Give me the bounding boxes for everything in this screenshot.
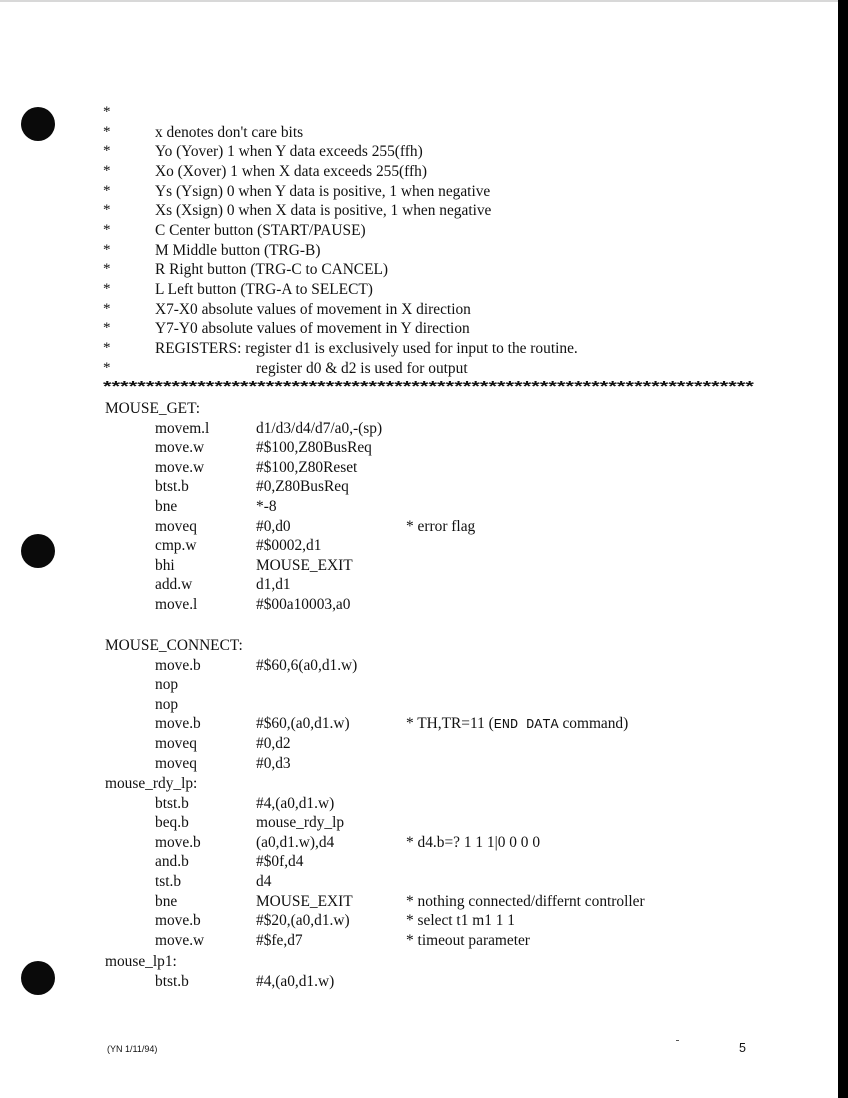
code-opcode: movem.l: [155, 420, 210, 437]
comment-star: *: [103, 261, 111, 277]
comment-part: * TH,TR=11 (: [406, 715, 494, 732]
comment-star: *: [103, 183, 111, 199]
comment-star: *: [103, 242, 111, 258]
punch-hole-middle: [21, 534, 55, 568]
comment-text: L Left button (TRG-A to SELECT): [155, 281, 373, 298]
code-opcode: move.b: [155, 834, 201, 851]
code-operand: #$0002,d1: [256, 537, 322, 554]
comment-text: Y7-Y0 absolute values of movement in Y direction: [155, 320, 470, 337]
comment-part: * timeout parameter: [406, 932, 530, 949]
code-label: MOUSE_GET:: [105, 400, 200, 417]
code-operand: d1/d3/d4/d7/a0,-(sp): [256, 420, 383, 437]
comment-text: Yo (Yover) 1 when Y data exceeds 255(ffh): [155, 143, 423, 160]
code-comment: [406, 911, 515, 930]
comment-text: X7-X0 absolute values of movement in X direction: [155, 301, 471, 318]
comment-star: *: [103, 202, 111, 218]
code-opcode: move.b: [155, 715, 201, 732]
comment-text: Ys (Ysign) 0 when Y data is positive, 1 when negative: [155, 183, 491, 200]
comment-star: *: [103, 281, 111, 297]
code-opcode: moveq: [155, 735, 197, 752]
comment-text: R Right button (TRG-C to CANCEL): [155, 261, 389, 278]
code-opcode: move.w: [155, 459, 205, 476]
code-operand: #$100,Z80Reset: [256, 459, 358, 476]
code-comment: [406, 931, 530, 950]
code-operand: #$fe,d7: [256, 932, 303, 949]
code-operand: #$20,(a0,d1.w): [256, 912, 350, 929]
scan-speck: [676, 1040, 679, 1041]
punch-hole-bottom: [21, 961, 55, 995]
punch-hole-top: [21, 107, 55, 141]
code-operand: #4,(a0,d1.w): [256, 795, 335, 812]
comment-text: Xs (Xsign) 0 when X data is positive, 1 when negative: [155, 202, 492, 219]
code-operand: MOUSE_EXIT: [256, 557, 353, 574]
code-opcode: add.w: [155, 576, 193, 593]
comment-star: *: [103, 143, 111, 159]
comment-text: M Middle button (TRG-B): [155, 242, 321, 259]
comment-star: *: [103, 104, 111, 120]
code-operand: #0,d0: [256, 518, 291, 535]
code-operand: #$0f,d4: [256, 853, 304, 870]
code-comment: [406, 892, 645, 911]
code-opcode: beq.b: [155, 814, 189, 831]
code-operand: #0,d3: [256, 755, 291, 772]
comment-part: command): [558, 715, 629, 732]
comment-part: * d4.b=? 1 1 1|0 0 0 0: [406, 834, 541, 851]
comment-star: *: [103, 360, 111, 376]
code-opcode: bhi: [155, 557, 175, 574]
comment-part: * select t1 m1 1 1: [406, 912, 515, 929]
code-opcode: bne: [155, 498, 178, 515]
code-opcode: btst.b: [155, 795, 189, 812]
comment-star: *: [103, 340, 111, 356]
comment-star: *: [103, 301, 111, 317]
code-operand: #0,d2: [256, 735, 291, 752]
code-label: mouse_lp1:: [105, 953, 177, 970]
comment-part: * nothing connected/differnt controller: [406, 893, 645, 910]
code-operand: mouse_rdy_lp: [256, 814, 345, 831]
comment-text: C Center button (START/PAUSE): [155, 222, 366, 239]
comment-star: *: [103, 320, 111, 336]
code-opcode: btst.b: [155, 478, 189, 495]
comment-star: *: [103, 222, 111, 238]
page-number: 5: [739, 1041, 746, 1055]
code-operand: #$00a10003,a0: [256, 596, 351, 613]
code-operand: d4: [256, 873, 272, 890]
footer-date: (YN 1/11/94): [107, 1044, 158, 1054]
separator-line: ****************************************************************************: [103, 378, 754, 395]
code-opcode: moveq: [155, 755, 197, 772]
code-opcode: move.w: [155, 932, 205, 949]
comment-part: * error flag: [406, 518, 476, 535]
comment-command-word: END DATA: [493, 718, 559, 733]
code-opcode: bne: [155, 893, 178, 910]
code-operand: #$60,6(a0,d1.w): [256, 657, 358, 674]
code-operand: #$60,(a0,d1.w): [256, 715, 350, 732]
code-opcode: btst.b: [155, 973, 189, 990]
code-opcode: move.l: [155, 596, 198, 613]
comment-text: REGISTERS: register d1 is exclusively used for input to the routine.: [155, 340, 578, 357]
comment-text: x denotes don't care bits: [155, 124, 304, 141]
code-comment: [406, 833, 540, 852]
comment-continuation: register d0 & d2 is used for output: [256, 360, 468, 377]
code-comment: [406, 517, 475, 536]
code-opcode: nop: [155, 676, 179, 693]
code-label: MOUSE_CONNECT:: [105, 637, 243, 654]
scan-right-edge: [838, 0, 848, 1098]
comment-text: Xo (Xover) 1 when X data exceeds 255(ffh): [155, 163, 427, 180]
code-opcode: cmp.w: [155, 537, 197, 554]
page-top-edge: [0, 0, 838, 2]
code-label: mouse_rdy_lp:: [105, 775, 198, 792]
comment-star: *: [103, 163, 111, 179]
code-operand: #4,(a0,d1.w): [256, 973, 335, 990]
code-opcode: tst.b: [155, 873, 182, 890]
code-opcode: move.b: [155, 657, 201, 674]
code-opcode: and.b: [155, 853, 189, 870]
code-operand: *-8: [256, 498, 277, 515]
code-operand: #$100,Z80BusReq: [256, 439, 372, 456]
comment-star: *: [103, 124, 111, 140]
code-comment: [406, 714, 628, 735]
code-opcode: move.w: [155, 439, 205, 456]
code-opcode: nop: [155, 696, 179, 713]
code-operand: MOUSE_EXIT: [256, 893, 353, 910]
code-operand: (a0,d1.w),d4: [256, 834, 335, 851]
code-operand: d1,d1: [256, 576, 291, 593]
code-operand: #0,Z80BusReq: [256, 478, 349, 495]
code-opcode: move.b: [155, 912, 201, 929]
code-opcode: moveq: [155, 518, 197, 535]
